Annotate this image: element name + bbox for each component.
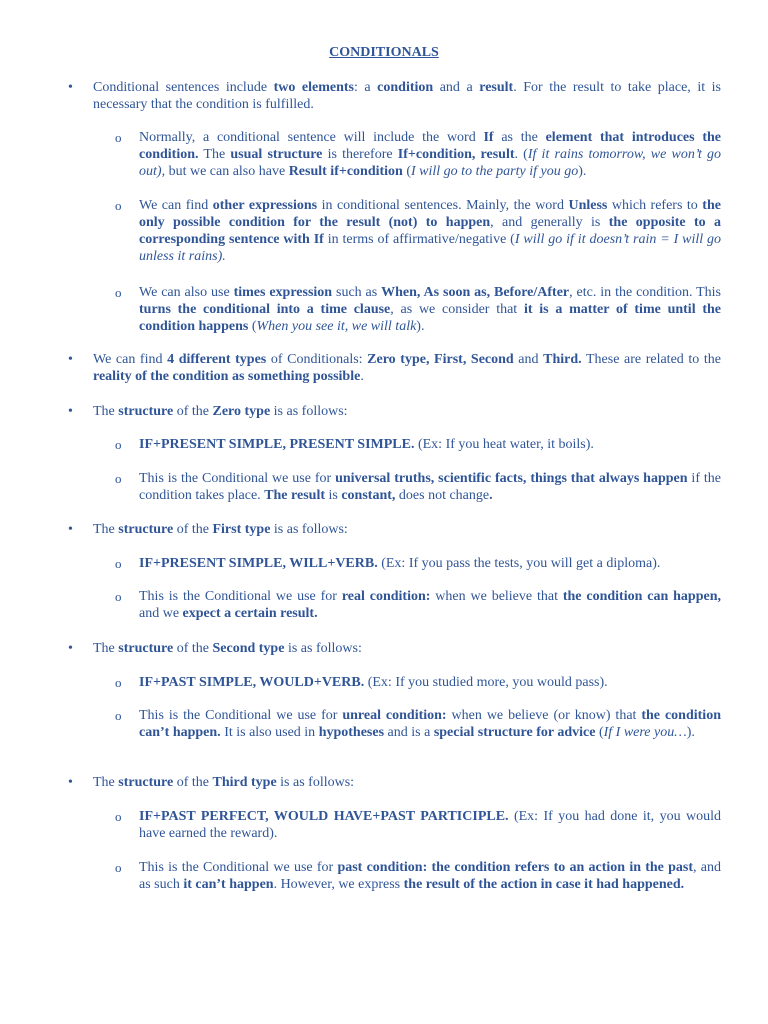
text-run: real condition: [341,589,431,604]
text-run: If [483,130,494,145]
text-run: structure [118,641,174,656]
text-run: structure [118,522,174,537]
text-run: Result if+condition [288,164,403,179]
text-run: . ( [514,147,528,162]
text-run: IF+PRESENT SIMPLE, PRESENT SIMPLE. [139,437,415,452]
text-run: the result of the action in case it had happened. [403,877,685,892]
text-run: turns the conditional into a time clause [139,302,391,317]
bullet-paragraph [93,351,721,385]
text-run: hypotheses [318,725,385,740]
text-run: the condition can’t happen. [139,708,721,740]
bullet-icon: • [68,352,73,367]
text-run: constant, [341,488,396,503]
text-run: Zero type [212,404,271,419]
text-run: The [93,522,119,537]
text-run: (Ex: If you pass the tests, you will get a diploma). [377,556,661,571]
bullet-icon: • [68,641,73,656]
sub-bullet-icon: o [115,708,122,723]
text-run: result [479,80,514,95]
text-run: and [513,352,544,367]
text-run: (Ex: If you studied more, you would pass). [364,675,608,690]
sub-bullet-paragraph [139,129,721,180]
text-run: The [93,641,119,656]
bullet-icon: • [68,522,73,537]
sub-bullet-paragraph [139,808,721,842]
text-run: when we believe (or know) that [446,708,642,723]
sub-bullet-paragraph [139,470,721,504]
text-run: , but we can also have [161,164,289,179]
text-run: of the [173,775,213,790]
sub-bullet-icon: o [115,675,122,690]
text-run: ( [402,164,412,179]
text-run: The [93,775,119,790]
text-run: expect a certain result. [182,606,318,621]
text-run: reality of the condition as something possible [93,369,361,384]
text-run: Normally, a conditional sentence will include the word [139,130,484,145]
text-run: This is the Conditional we use for [139,471,336,486]
text-run: This is the Conditional we use for [139,708,343,723]
text-run: ( [595,725,604,740]
text-run: , as we consider that [390,302,524,317]
text-run: as the [493,130,546,145]
text-run: When you see it, we will talk [256,319,417,334]
bullet-icon: • [68,775,73,790]
text-run: It is also used in [220,725,319,740]
text-run: These are related to the [581,352,721,367]
sub-bullet-icon: o [115,556,122,571]
sub-bullet-paragraph [139,436,721,453]
text-run: such as [332,285,382,300]
text-run: I will go to the party if you go [411,164,579,179]
sub-bullet-paragraph [139,674,721,691]
text-run: and is a [384,725,434,740]
text-run: ). [416,319,425,334]
sub-bullet-icon: o [115,198,122,213]
sub-bullet-icon: o [115,589,122,604]
text-run: is as follows: [270,522,348,537]
text-run: This is the Conditional we use for [139,589,342,604]
text-run: (Ex: If you heat water, it boils). [414,437,594,452]
text-run: If it rains tomorrow, we won’t go out) [139,147,722,179]
sub-bullet-icon: o [115,809,122,824]
text-run: and we [139,606,183,621]
text-run: , etc. in the condition. This [569,285,721,300]
text-run: . However, we express [273,877,404,892]
text-run: If I were you… [603,725,687,740]
text-run: The [264,488,288,503]
text-run: IF+PRESENT SIMPLE, WILL+VERB. [139,556,378,571]
text-run: times expression [233,285,333,300]
text-run: the only possible condition for the result (not) to happen [139,198,721,230]
text-run: of the [173,522,213,537]
text-run: When, As soon as, Before/After [381,285,570,300]
text-run: the condition can happen, [562,589,721,604]
sub-bullet-paragraph [139,588,721,622]
text-run: special structure for advice [433,725,596,740]
text-run: We can also use [139,285,234,300]
text-run: condition [377,80,434,95]
text-run: IF+PAST PERFECT, WOULD HAVE+PAST PARTICIPLE. [139,809,509,824]
page-title: CONDITIONALS [329,45,439,60]
text-run: it is a matter of time until the condition happens [139,302,721,334]
text-run: other expressions [212,198,318,213]
text-run: two elements [273,80,354,95]
text-run: universal truths, scientific facts, things that always happen [335,471,688,486]
text-run: is as follows: [284,641,362,656]
text-run: ). [578,164,587,179]
text-run: Second type [212,641,285,656]
text-run: element that introduces the condition. [139,130,721,162]
sub-bullet-icon: o [115,130,122,145]
text-run: is therefore [322,147,398,162]
text-run: I will go if it doesn’t rain = I will go unless it rains). [139,232,722,264]
text-run: Third. [543,352,582,367]
text-run: Unless [568,198,608,213]
text-run: in terms of affirmative/negative ( [323,232,515,247]
text-run: This is the Conditional we use for [139,860,338,875]
text-run: Conditional sentences include [93,80,274,95]
bullet-icon: • [68,80,73,95]
text-run: and a [433,80,480,95]
text-run: The [93,404,119,419]
bullet-paragraph [93,640,721,657]
text-run: the opposite to a corresponding sentence with If [139,215,721,247]
text-run: ). [686,725,695,740]
text-run: If+condition, result [397,147,515,162]
bullet-icon: • [68,404,73,419]
text-run: result [291,488,325,503]
sub-bullet-icon: o [115,285,122,300]
text-run: it can’t happen [183,877,274,892]
text-run: 4 different types [167,352,267,367]
sub-bullet-icon: o [115,437,122,452]
text-run: (Ex: If you had done it, you would have earned the reward). [139,809,721,841]
text-run: in conditional sentences. Mainly, the word [317,198,569,213]
text-run: . For the result to take place, it is necessary that the condition is fulfilled. [93,80,722,112]
sub-bullet-icon: o [115,860,122,875]
bullet-paragraph [93,403,721,420]
sub-bullet-paragraph [139,284,721,335]
text-run: The [198,147,231,162]
text-run: , and as such [139,860,721,892]
text-run: structure [118,404,174,419]
text-run: Zero type, First, Second [367,352,514,367]
text-run: of Conditionals: [266,352,368,367]
text-run: . [489,488,493,503]
text-run: structure [118,775,174,790]
sub-bullet-icon: o [115,471,122,486]
text-run: : a [353,80,378,95]
text-run: usual structure [230,147,323,162]
text-run: of the [173,404,213,419]
text-run: if the condition takes place. [139,471,721,503]
text-run: unreal condition: [342,708,447,723]
text-run: is [325,488,342,503]
text-run: . [360,369,364,384]
sub-bullet-paragraph [139,859,721,893]
text-run: does not change [395,488,490,503]
sub-bullet-paragraph [139,197,721,265]
text-run: is as follows: [276,775,355,790]
text-run: ( [248,319,257,334]
text-run: We can find [139,198,213,213]
text-run: We can find [93,352,168,367]
text-run: which refers to [607,198,703,213]
text-run: of the [173,641,213,656]
text-run: Third type [212,775,277,790]
bullet-paragraph [93,774,721,791]
text-run: when we believe that [430,589,563,604]
text-run: past condition: the condition refers to an action in the past [337,860,694,875]
text-run: , and generally is [490,215,609,230]
text-run: IF+PAST SIMPLE, WOULD+VERB. [139,675,365,690]
bullet-paragraph [93,521,721,538]
bullet-paragraph [93,79,721,113]
sub-bullet-paragraph [139,707,721,741]
text-run: is as follows: [270,404,348,419]
text-run: First type [212,522,271,537]
sub-bullet-paragraph [139,555,721,572]
